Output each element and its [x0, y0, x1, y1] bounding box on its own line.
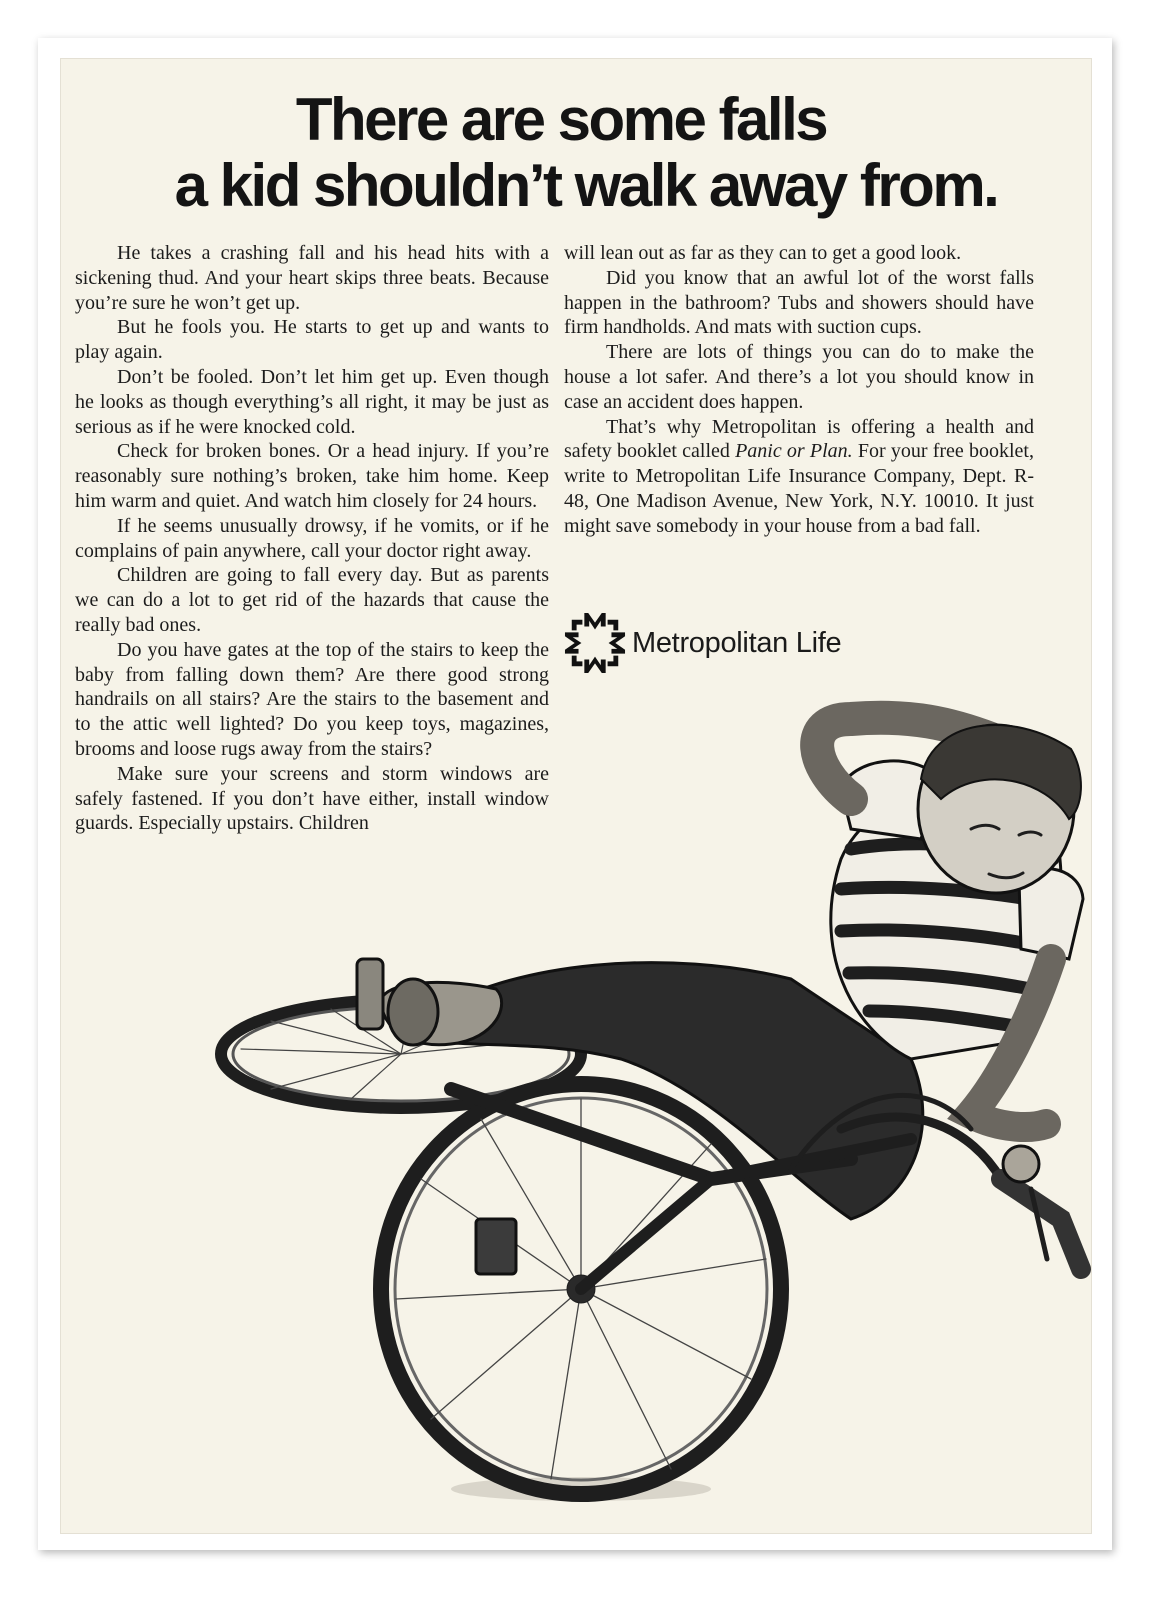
offer-text-after: For your free booklet, write to Metropolitan Life Insurance Company, Dept. R-48, One Madison Avenue, New York, N.Y. 10010. It just might save somebody in your house from a bad fall. [564, 440, 1034, 537]
body-paragraph: Don’t be fooled. Don’t let him get up. Even though he looks as though everything’s all right, it may be just as serious as if he were knocked cold. [75, 365, 549, 438]
body-paragraph-continued: will lean out as far as they can to get a good look. [564, 242, 962, 264]
body-paragraph: Children are going to fall every day. But as parents we can do a lot to get rid of the hazards that cause the really bad ones. [75, 564, 549, 636]
body-paragraph: Did you know that an awful lot of the worst falls happen in the bathroom? Tubs and showers should have firm handholds. And mats with suction cups. [564, 266, 1034, 339]
body-paragraph: Check for broken bones. Or a head injury. If you’re reasonably sure nothing’s broken, take him home. Keep him warm and quiet. And watch him closely for 24 hours. [75, 440, 549, 512]
brand-name: Metropolitan Life [632, 626, 842, 659]
boy-fallen-off-bicycle-photo-icon [151, 659, 1091, 1509]
ad-card [38, 38, 1112, 1550]
booklet-offer-paragraph [564, 415, 1034, 539]
body-paragraph: If he seems unusually drowsy, if he vomits, or if he complains of pain anywhere, call your doctor right away. [75, 514, 549, 562]
booklet-title: Panic or Plan. [735, 440, 853, 463]
body-paragraph: Do you have gates at the top of the stairs to keep the baby from falling down them? Are there good strong handrails on all stairs? Are the stairs to the basement and to the attic well lighted? Do you keep toys, magazines, brooms and loose rugs away from the stairs? [75, 638, 549, 760]
ad-page [60, 58, 1092, 1534]
body-paragraph: But he fools you. He starts to get up and wants to play again. [75, 316, 549, 364]
body-paragraph: He takes a crashing fall and his head hits with a sickening thud. And your heart skips three beats. Because you’re sure he won’t get up. [75, 242, 549, 314]
headline [61, 87, 1091, 219]
headline-line-1: There are some falls [295, 86, 827, 153]
body-paragraph: Make sure your screens and storm windows are safely fastened. If you don’t have either, install window guards. Especially upstairs. Children [75, 762, 549, 835]
body-column-right [564, 241, 1034, 539]
body-paragraph: There are lots of things you can do to make the house a lot safer. And there’s a lot you should know in case an accident does happen. [564, 341, 1034, 413]
headline-line-2: a kid shouldn’t walk away from. [174, 152, 998, 219]
offer-text-before: That’s why Metropolitan is offering a health and safety booklet called [564, 415, 1034, 463]
